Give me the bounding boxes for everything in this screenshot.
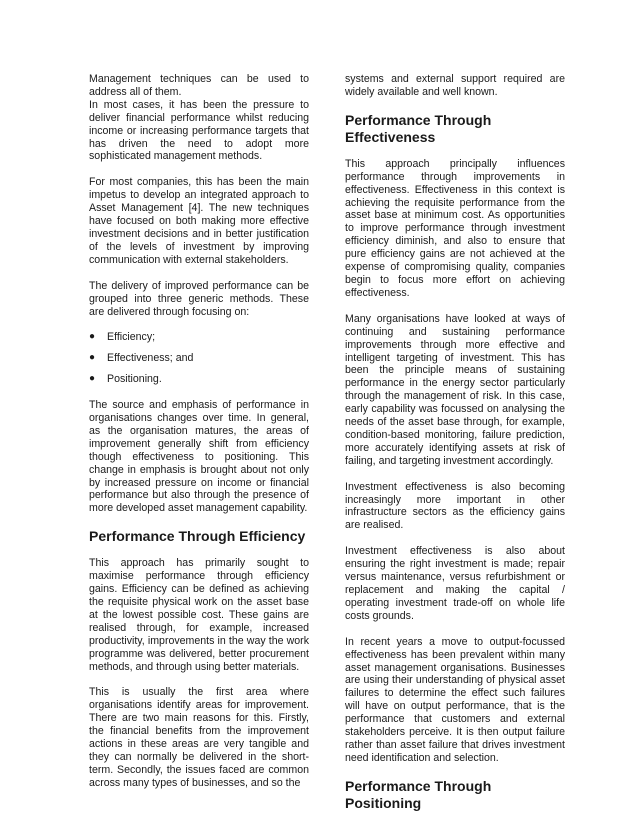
list-item — [89, 352, 309, 365]
list-item — [89, 373, 309, 386]
list-item-label: Effectiveness; and — [107, 352, 194, 365]
list-item-label: Efficiency; — [107, 331, 156, 344]
paragraph: This approach has primarily sought to maximise performance through efficiency gains. Efficiency can be defined as achieving the requisite physical work on the asset base at the lowest possible cost. These gains are realised through, for example, increased productivity, improvements in the way the work programme was delivered, better procurement methods, and through using better materials. — [89, 557, 309, 673]
paragraph: Management techniques can be used to address all of them. — [89, 73, 309, 98]
bullet-icon: ● — [89, 331, 96, 343]
bullet-icon: ● — [89, 352, 96, 364]
bullet-icon: ● — [89, 373, 96, 385]
bullet-list — [89, 331, 309, 386]
list-item-label: Positioning. — [107, 373, 162, 386]
right-column — [345, 73, 565, 824]
section-heading: Performance Through Positioning — [345, 777, 492, 811]
left-column — [89, 73, 309, 803]
paragraph: In recent years a move to output-focussed effectiveness has been prevalent within many asset management organisations. Businesses are using their understanding of physical asset failures to determine the effect such failures will have on output performance, that is the performance that customers and external stakeholders perceive. It is then output failure rather than asset failure that drives investment need identification and selection. — [345, 635, 565, 764]
paragraph: systems and external support required are widely available and well known. — [345, 73, 565, 98]
section-heading: Performance Through Efficiency — [89, 528, 306, 545]
paragraph: Investment effectiveness is also about ensuring the right investment is made; repair versus maintenance, versus refurbishment or replacement and making the capital / operating investment trade-off on whole life costs grounds. — [345, 545, 565, 622]
section-heading: Performance Through Effectiveness — [345, 111, 492, 145]
paragraph: In most cases, it has been the pressure to deliver financial performance whilst reducing income or increasing performance targets that has driven the need to adopt more sophisticated management methods. — [89, 98, 309, 163]
paragraph: This approach principally influences performance through improvements in effectiveness. Effectiveness in this context is achieving the requisite performance from the asset base at minimum cost. As opportunities to improve performance through investment efficiency diminish, and also to ensure that pure efficiency gains are not achieved at the expense of compromising quality, companies begin to focus more effort on achieving effectiveness. — [345, 157, 565, 299]
paragraph: The source and emphasis of performance in organisations changes over time. In general, as the organisation matures, the areas of improvement generally shift from efficiency though effectiveness to positioning. This change in emphasis is brought about not only by increased pressure on income or financial performance but also through the presence of more developed asset management capability. — [89, 399, 309, 515]
paragraph: The delivery of improved performance can be grouped into three generic methods. These are delivered through focusing on: — [89, 279, 309, 318]
list-item — [89, 331, 309, 344]
paragraph: This is usually the first area where organisations identify areas for improvement. There are two main reasons for this. Firstly, the financial benefits from the improvement actions in these areas are very tangible and they can normally be delivered in the short-term. Secondly, the issues faced are common across many types of businesses, and so the — [89, 686, 309, 789]
paragraph: Investment effectiveness is also becoming increasingly more important in other infrastructure sectors as the efficiency gains are realised. — [345, 480, 565, 532]
paragraph: For most companies, this has been the main impetus to develop an integrated approach to Asset Management [4]. The new techniques have focused on both making more effective investment decisions and in better justification of the levels of investment by improving communication with external stakeholders. — [89, 176, 309, 266]
paragraph: Many organisations have looked at ways of continuing and sustaining performance improvements through more effective and intelligent targeting of investment. This has been the principle means of sustaining performance in the energy sector particularly through the management of risk. In this case, early capability was focussed on analysing the needs of the asset base through, for example, condition-based monitoring, failure prediction, more accurately identifying assets at risk of failing, and targeting investment accordingly. — [345, 312, 565, 467]
